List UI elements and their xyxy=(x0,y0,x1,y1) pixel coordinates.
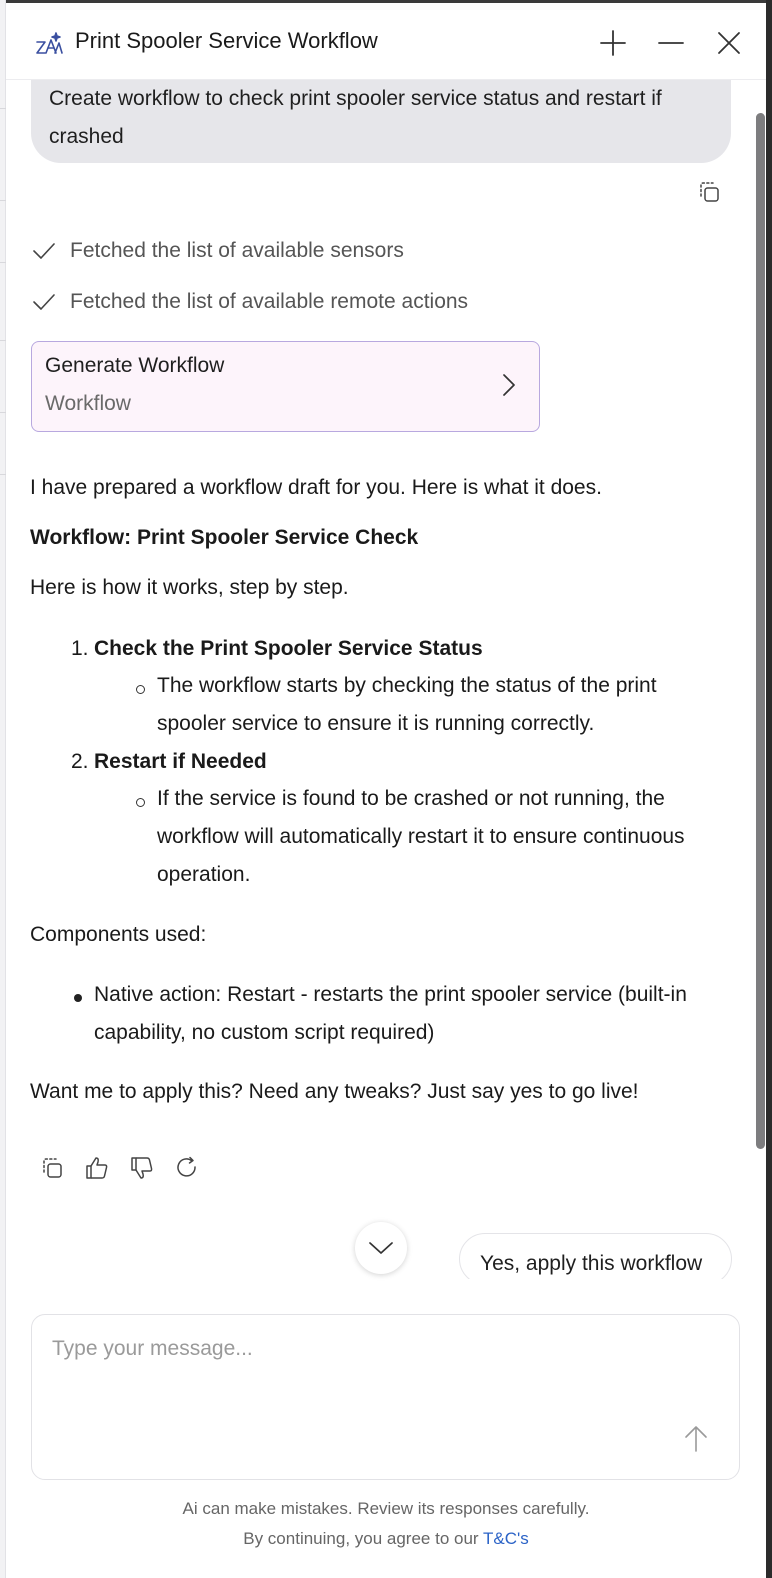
detail-line: workflow will automatically restart it to ensure continuous xyxy=(157,825,685,848)
check-icon xyxy=(32,293,56,311)
generate-workflow-card[interactable] xyxy=(31,341,540,432)
copy-icon[interactable] xyxy=(696,179,722,205)
thumbs-down-icon[interactable] xyxy=(129,1155,155,1181)
card-subtitle: Workflow xyxy=(45,392,131,415)
user-message-bubble: Create workflow to check print spooler service status and restart if crashed xyxy=(31,71,731,163)
list-item-title: Check the Print Spooler Service Status xyxy=(94,637,483,660)
components-label: Components used: xyxy=(30,923,207,946)
component-item xyxy=(94,976,744,1052)
closing-text: Want me to apply this? Need any tweaks? Just say yes to go live! xyxy=(30,1080,639,1103)
component-line: capability, no custom script required) xyxy=(94,1021,435,1044)
minimize-button[interactable] xyxy=(653,25,689,61)
list-item-number: 1. xyxy=(71,637,89,660)
step-status-text: Fetched the list of available remote actions xyxy=(70,290,469,313)
regenerate-icon[interactable] xyxy=(174,1155,200,1181)
bullet xyxy=(74,994,82,1002)
detail-line: If the service is found to be crashed or not running, the xyxy=(157,787,665,810)
detail-line: spooler service to ensure it is running correctly. xyxy=(157,712,595,735)
chevron-down-icon xyxy=(368,1241,394,1255)
composer-backdrop xyxy=(6,1279,766,1309)
close-icon xyxy=(716,30,742,56)
window-right-border xyxy=(766,0,772,1578)
minimize-icon xyxy=(657,29,685,57)
arrow-up-icon xyxy=(684,1425,708,1453)
list-item-title: Restart if Needed xyxy=(94,750,267,773)
detail-line: operation. xyxy=(157,863,251,886)
thumbs-up-icon[interactable] xyxy=(84,1155,110,1181)
terms-link[interactable]: T&C's xyxy=(483,1529,529,1548)
list-item-number: 2. xyxy=(71,750,89,773)
terms-prefix: By continuing, you agree to our xyxy=(243,1529,483,1548)
how-it-works-text: Here is how it works, step by step. xyxy=(30,576,349,599)
panel-header xyxy=(6,3,766,80)
workflow-title: Workflow: Print Spooler Service Check xyxy=(30,526,419,549)
disclaimer-text: Ai can make mistakes. Review its responses carefully. xyxy=(182,1499,590,1518)
page-title: Print Spooler Service Workflow xyxy=(75,28,378,53)
sub-bullet xyxy=(136,798,145,807)
list-item-detail xyxy=(157,780,737,894)
close-button[interactable] xyxy=(711,25,747,61)
response-intro: I have prepared a workflow draft for you. Here is what it does. xyxy=(30,476,602,499)
message-input[interactable] xyxy=(52,1337,652,1397)
send-button[interactable] xyxy=(676,1419,716,1459)
assistant-logo-icon xyxy=(34,29,64,59)
component-line: Native action: Restart - restarts the print spooler service (built-in xyxy=(94,983,687,1006)
check-icon xyxy=(32,242,56,260)
list-item-detail xyxy=(157,667,737,743)
assistant-panel xyxy=(6,3,766,1578)
step-status-sensors xyxy=(32,239,404,263)
step-status-remote-actions xyxy=(32,290,468,314)
step-status-text: Fetched the list of available sensors xyxy=(70,239,404,262)
scrollbar-thumb[interactable] xyxy=(756,113,765,1149)
card-title: Generate Workflow xyxy=(45,354,225,377)
scroll-to-bottom-button[interactable] xyxy=(355,1222,407,1274)
plus-icon xyxy=(599,29,627,57)
scrollbar[interactable] xyxy=(756,113,765,1153)
suggestion-chip[interactable]: Yes, apply this workflow xyxy=(459,1233,732,1285)
terms-notice xyxy=(6,1529,766,1549)
message-composer xyxy=(31,1314,740,1480)
sub-bullet xyxy=(136,685,145,694)
detail-line: The workflow starts by checking the status of the print xyxy=(157,674,657,697)
new-chat-button[interactable] xyxy=(595,25,631,61)
chevron-right-icon xyxy=(502,373,516,397)
copy-icon[interactable] xyxy=(39,1155,65,1181)
